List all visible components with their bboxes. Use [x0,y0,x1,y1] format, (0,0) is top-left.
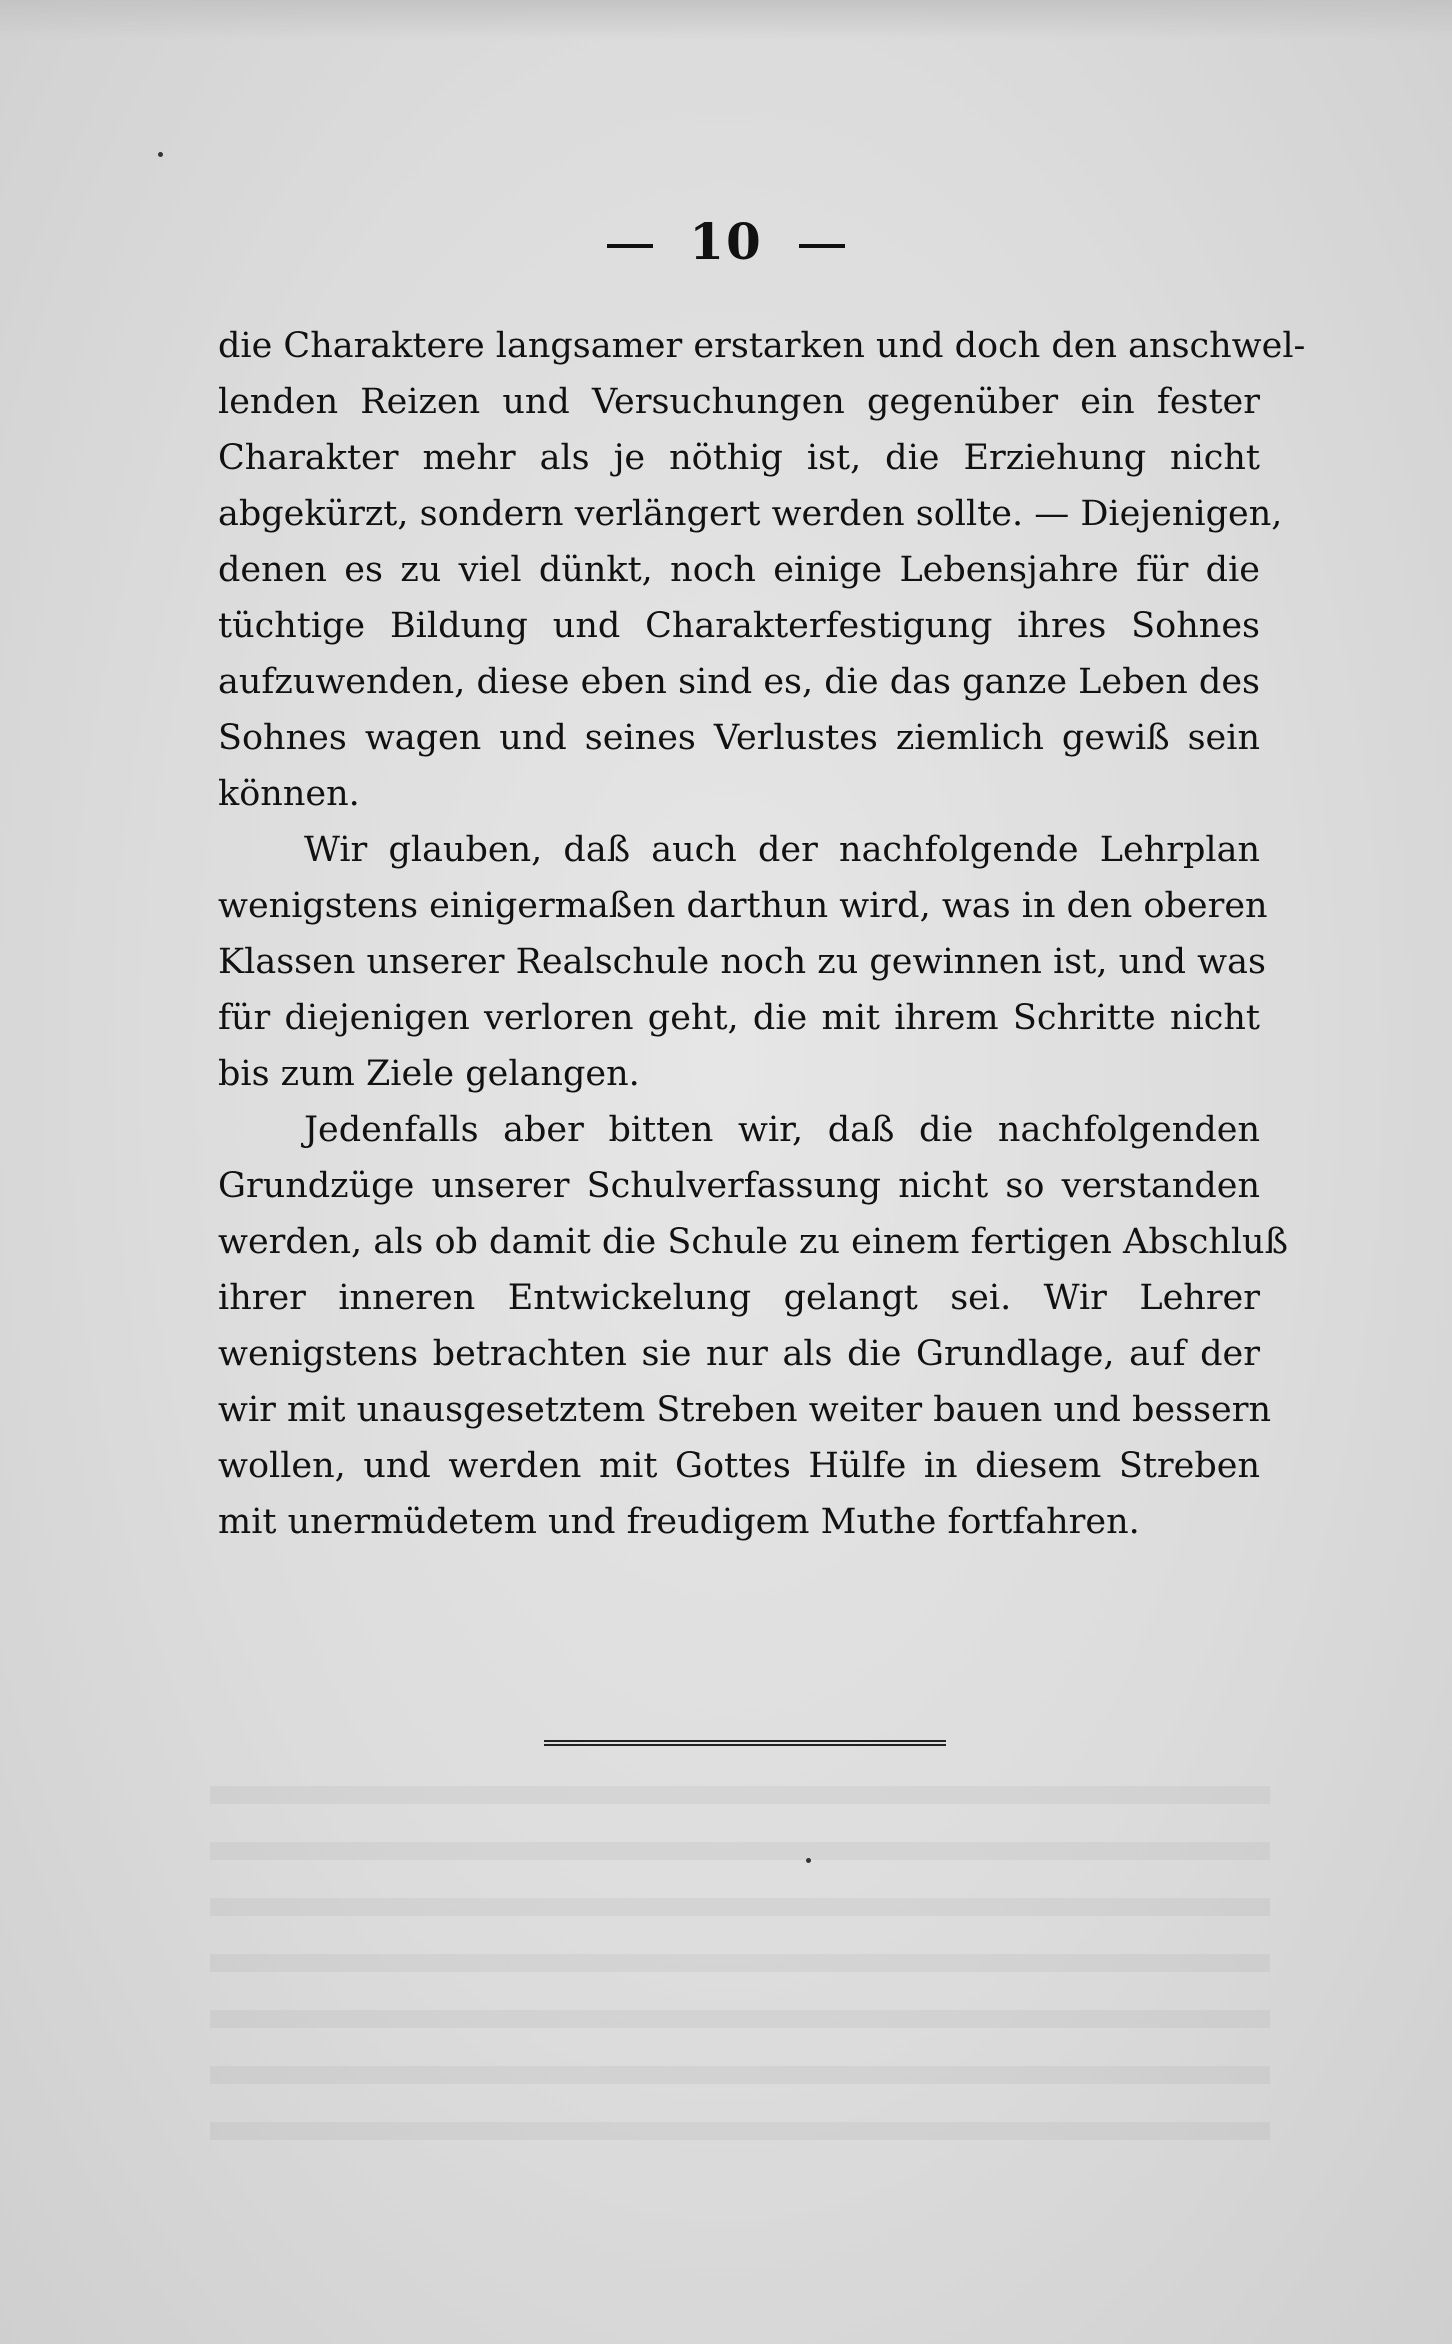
text-line-indent: Jedenfalls aber bitten wir, daß die nachfolgenden [304,1110,1260,1150]
page-number-dash-right [799,244,845,248]
body-text [218,318,1306,1550]
text-line: bis zum Ziele gelangen. [218,1054,640,1094]
end-rule-line [544,1744,946,1746]
dust-speck [158,152,163,157]
text-line: Grundzüge unserer Schulverfassung nicht so verstanden [218,1166,1260,1206]
text-line: Sohnes wagen und seines Verlustes ziemlich gewiß sein [218,718,1260,758]
text-line: die Charaktere langsamer erstarken und doch den anschwel- [218,326,1306,366]
page-number-value: 10 [689,212,763,271]
dust-speck [806,1858,811,1863]
page-top-shadow [0,0,1452,40]
text-line: werden, als ob damit die Schule zu einem fertigen Abschluß [218,1222,1288,1262]
page-number-dash-left [607,244,653,248]
text-line: abgekürzt, sondern verlängert werden sollte. — Diejenigen, [218,494,1283,534]
end-rule-line [544,1740,946,1742]
text-line: können. [218,774,360,814]
text-line: mit unermüdetem und freudigem Muthe fortfahren. [218,1502,1140,1542]
text-line: aufzuwenden, diese eben sind es, die das ganze Leben des [218,662,1260,702]
text-line: Charakter mehr als je nöthig ist, die Erziehung nicht [218,438,1260,478]
text-line: Klassen unserer Realschule noch zu gewinnen ist, und was [218,942,1266,982]
text-line: wollen, und werden mit Gottes Hülfe in diesem Streben [218,1446,1260,1486]
bleed-through-texture [210,1760,1270,2140]
text-line-indent: Wir glauben, daß auch der nachfolgende Lehrplan [304,830,1260,870]
text-line: wenigstens betrachten sie nur als die Grundlage, auf der [218,1334,1260,1374]
text-line: wir mit unausgesetztem Streben weiter bauen und bessern [218,1390,1272,1430]
end-rule-divider [544,1740,946,1746]
text-line: ihrer inneren Entwickelung gelangt sei. Wir Lehrer [218,1278,1260,1318]
text-line: wenigstens einigermaßen darthun wird, was in den oberen [218,886,1268,926]
text-line: lenden Reizen und Versuchungen gegenüber ein fester [218,382,1260,422]
page-number [0,212,1452,271]
text-line: für diejenigen verloren geht, die mit ihrem Schritte nicht [218,998,1260,1038]
text-line: tüchtige Bildung und Charakterfestigung ihres Sohnes [218,606,1260,646]
text-line: denen es zu viel dünkt, noch einige Lebensjahre für die [218,550,1260,590]
